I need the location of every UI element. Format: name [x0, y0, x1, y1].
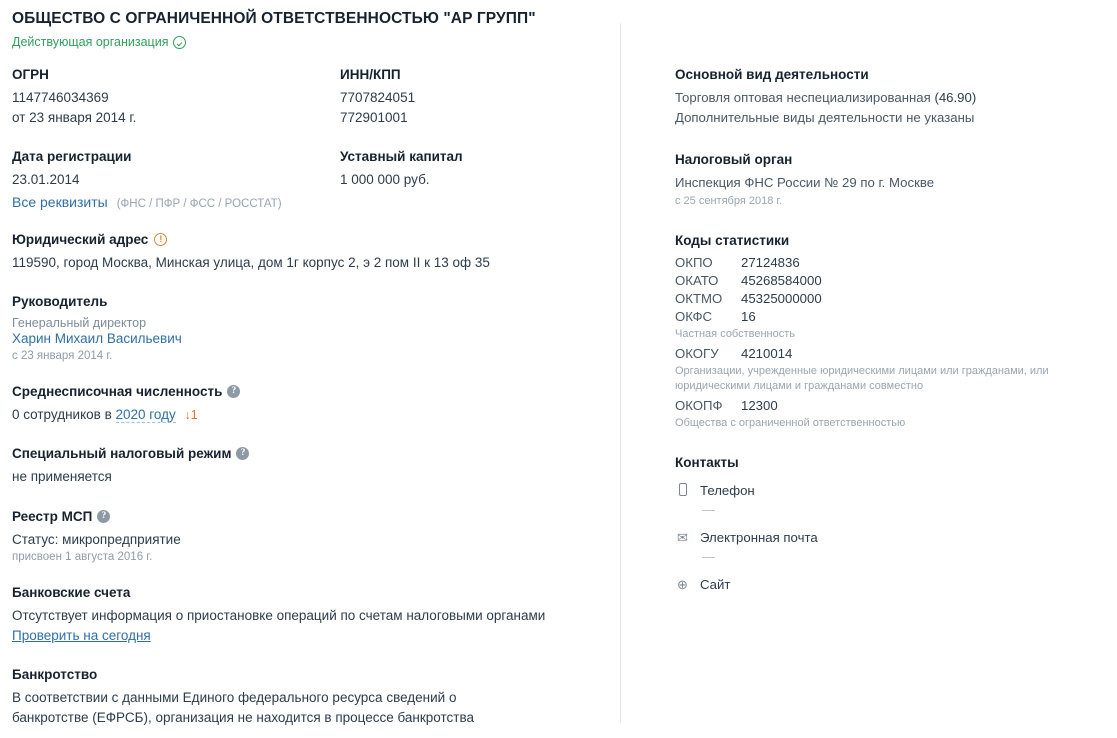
status-badge-label: Действующая организация	[12, 35, 169, 49]
stat-code: ОКОПФ	[675, 397, 723, 413]
contacts-label: Контакты	[675, 454, 739, 470]
tax-regime-value: не применяется	[12, 469, 112, 485]
registration-value: 23.01.2014	[12, 172, 80, 188]
registration-label: Дата регистрации	[12, 149, 132, 165]
status-badge	[12, 35, 1117, 49]
page-title: ОБЩЕСТВО С ОГРАНИЧЕННОЙ ОТВЕТСТВЕННОСТЬЮ "АР ГРУПП"	[12, 10, 536, 27]
stat-value: 16	[741, 309, 756, 325]
stat-note: Частная собственность	[675, 328, 796, 341]
globe-icon: ⊕	[677, 576, 688, 592]
content-columns	[0, 67, 1117, 738]
stat-code: ОКПО	[675, 255, 713, 271]
left-subcolumn-b	[340, 67, 620, 210]
activity-code: (46.90)	[934, 90, 977, 105]
help-icon-headcount[interactable]: ?	[227, 385, 240, 398]
contact-label: Сайт	[700, 577, 731, 593]
statistics-label: Коды статистики	[675, 233, 790, 249]
bank-accounts-label: Банковские счета	[12, 584, 131, 600]
activity-label: Основной вид деятельности	[675, 67, 869, 82]
stat-value: 27124836	[741, 255, 800, 271]
director-position: Генеральный директор	[12, 315, 147, 330]
left-top-grid	[12, 67, 620, 210]
bank-accounts-value: Отсутствует информация о приостановке операций по счетам налоговыми органами	[12, 607, 546, 623]
right-column	[621, 67, 1101, 593]
address-label: Юридический адрес	[12, 231, 149, 247]
bankruptcy-label: Банкротство	[12, 667, 98, 683]
kpp-value: 772901001	[340, 110, 408, 126]
stat-value: 45268584000	[741, 273, 822, 289]
contact-phone	[675, 483, 1101, 517]
phone-icon	[675, 483, 690, 499]
contact-value: —	[702, 548, 715, 564]
contact-label: Электронная почта	[700, 530, 818, 546]
director-label: Руководитель	[12, 293, 108, 309]
stat-value: 4210014	[741, 346, 793, 362]
mail-icon: ✉	[677, 529, 688, 545]
arrow-down-icon: ↓1	[184, 408, 198, 423]
msp-registry-label: Реестр МСП	[12, 508, 93, 524]
tax-regime-label: Специальный налоговый режим	[12, 446, 232, 462]
requisites-note: (ФНС / ПФР / ФСС / РОССТАТ)	[116, 197, 282, 210]
stat-value: 12300	[741, 397, 778, 413]
stat-note: Общества с ограниченной ответственностью	[675, 416, 906, 429]
stat-code: ОКТМО	[675, 291, 723, 307]
statistics-row-oktmo	[675, 291, 1101, 306]
ogrn-value: 1147746034369	[12, 90, 109, 105]
contact-email	[675, 530, 1101, 564]
headcount-section	[12, 384, 620, 399]
contact-value: —	[702, 501, 715, 517]
statistics-row-okfs	[675, 309, 1101, 342]
activity-main-text: Торговля оптовая неспециализированная	[675, 90, 931, 105]
help-icon-tax-regime[interactable]: ?	[236, 447, 249, 460]
inn-value: 7707824051	[340, 90, 416, 105]
help-icon-msp[interactable]: ?	[97, 510, 110, 523]
tax-authority-since: с 25 сентября 2018 г.	[675, 195, 783, 208]
address-value: 119590, город Москва, Минская улица, дом 1г корпус 2, э 2 пом II к 13 оф 35	[12, 254, 490, 270]
stat-value: 45325000000	[741, 291, 822, 307]
capital-value: 1 000 000 руб.	[340, 172, 430, 188]
headcount-value	[12, 406, 620, 424]
stat-code: ОКФС	[675, 309, 713, 325]
bankruptcy-value-line2: банкротстве (ЕФРСБ), организация не находится в процессе банкротства	[12, 710, 475, 726]
stat-code: ОКАТО	[675, 273, 719, 289]
activity-additional: Дополнительные виды деятельности не указаны	[675, 110, 975, 126]
contact-website	[675, 577, 1101, 593]
ogrn-label: ОГРН	[12, 67, 49, 82]
tax-authority-value: Инспекция ФНС России № 29 по г. Москве	[675, 174, 935, 190]
statistics-row-okogu	[675, 346, 1101, 394]
headcount-year-link[interactable]: 2020 году	[115, 407, 176, 423]
msp-status: Статус: микропредприятие	[12, 531, 181, 547]
check-today-link[interactable]: Проверить на сегодня	[12, 627, 151, 643]
requisites-row	[12, 194, 340, 210]
tax-regime-section	[12, 446, 620, 461]
activity-main	[675, 89, 1101, 107]
headcount-prefix: 0 сотрудников в	[12, 407, 112, 423]
contact-label: Телефон	[700, 483, 755, 499]
left-subcolumn-a	[12, 67, 340, 210]
statistics-row-okpo	[675, 255, 1101, 270]
left-column	[0, 67, 620, 738]
msp-assigned: присвоен 1 августа 2016 г.	[12, 550, 153, 563]
tax-authority-label: Налоговый орган	[675, 151, 793, 167]
stat-code: ОКОГУ	[675, 346, 719, 362]
all-requisites-link[interactable]: Все реквизиты	[12, 193, 108, 210]
ogrn-date: от 23 января 2014 г.	[12, 110, 137, 126]
msp-registry-section	[12, 509, 620, 524]
director-name-link[interactable]: Харин Михаил Васильевич	[12, 330, 182, 346]
stat-note: Организации, учрежденные юридическими лицами или гражданами, или юридическими лицами и гражданами совместно	[675, 365, 1049, 392]
check-circle-icon	[173, 36, 186, 49]
capital-label: Уставный капитал	[340, 149, 463, 165]
warning-icon[interactable]: !	[154, 233, 167, 246]
inn-kpp-label: ИНН/КПП	[340, 67, 401, 82]
director-since: с 23 января 2014 г.	[12, 350, 113, 363]
bankruptcy-value-line1: В соответствии с данными Единого федерального ресурса сведений о	[12, 690, 457, 706]
statistics-row-okato	[675, 273, 1101, 288]
address-section	[12, 232, 620, 247]
statistics-row-okopf	[675, 398, 1101, 431]
headcount-label: Среднесписочная численность	[12, 384, 223, 400]
